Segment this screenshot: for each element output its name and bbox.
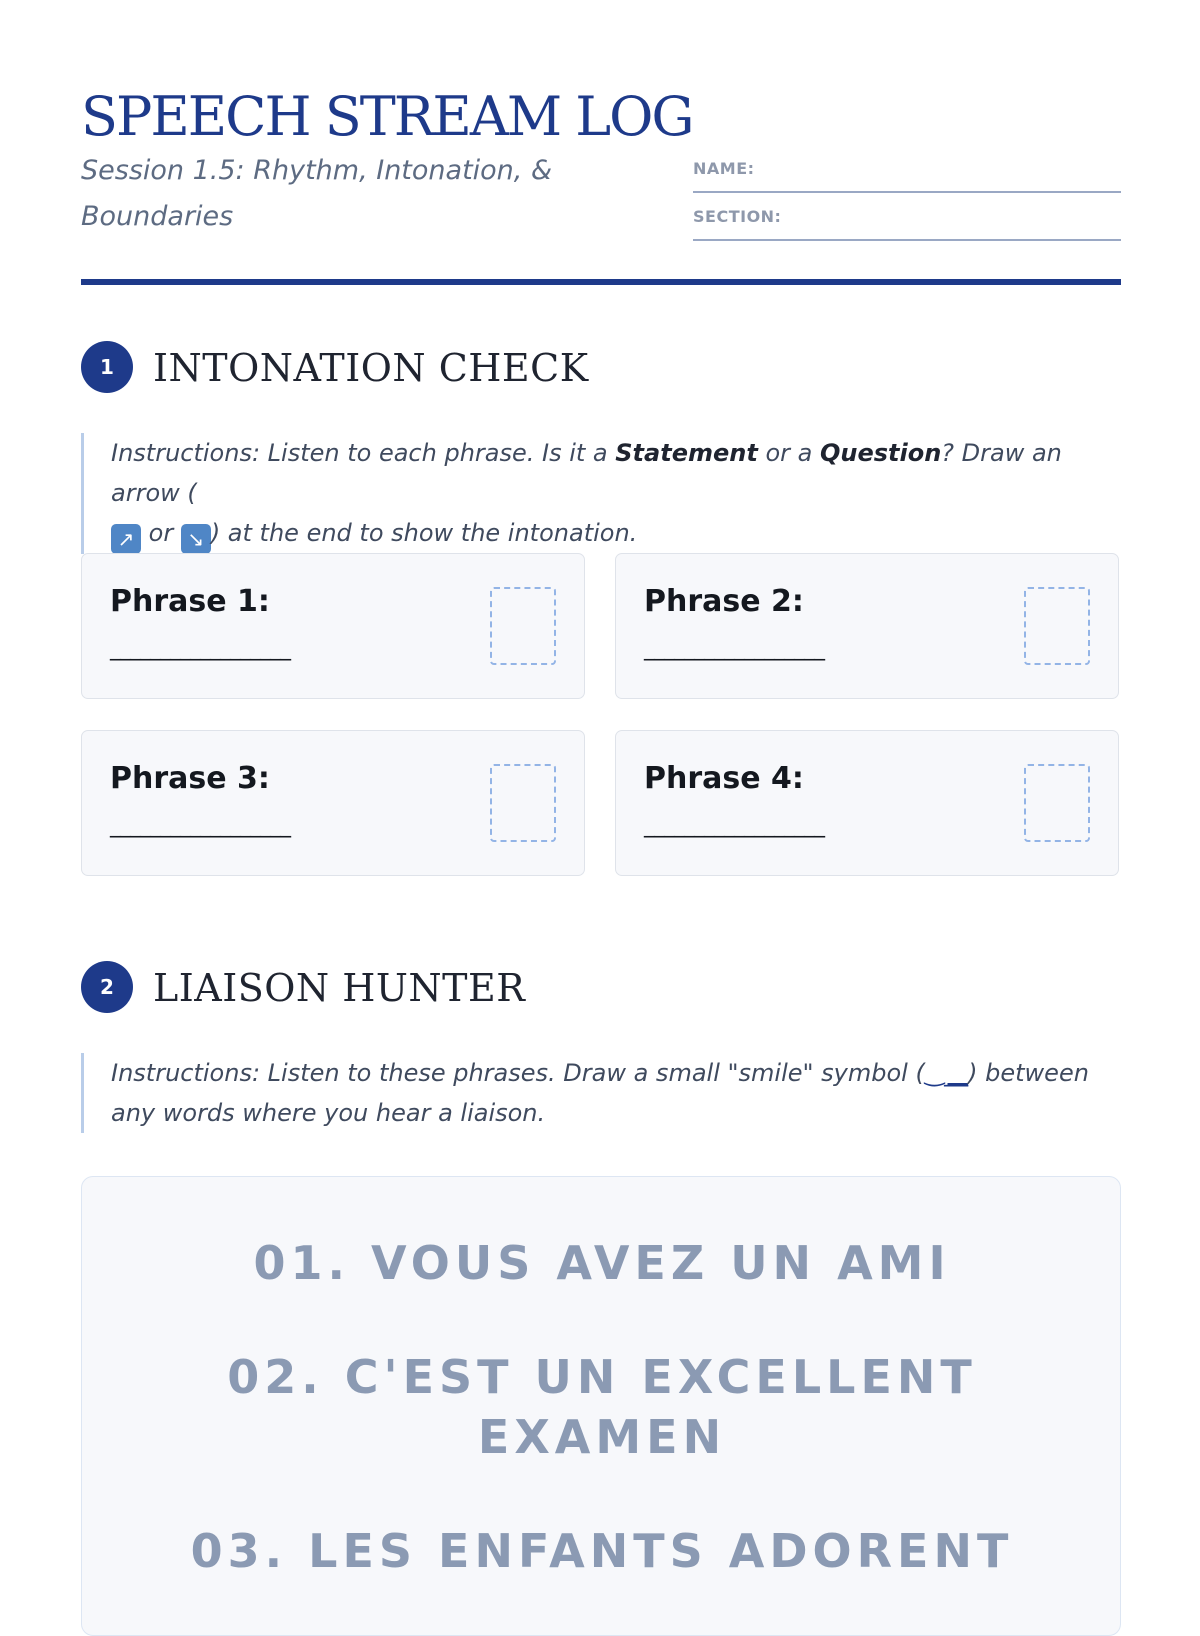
instructions-text: or a: [757, 439, 820, 467]
section-1-number-badge: 1: [81, 341, 133, 393]
instructions-text: Instructions: Listen to these phrases. Draw a small "smile" symbol (: [111, 1059, 925, 1087]
question-emphasis: Question: [819, 439, 942, 467]
arrow-down-right-icon: ↘: [181, 524, 211, 554]
intonation-answer-box[interactable]: [1024, 587, 1090, 665]
liaison-phrase-box: [81, 1176, 1121, 1636]
instructions-text: ) at the end to show the intonation.: [210, 519, 638, 547]
worksheet-page: [81, 0, 1121, 1578]
name-field-label: NAME:: [693, 159, 755, 178]
page-title: SPEECH STREAM LOG: [81, 85, 693, 148]
instructions-text: ? Draw an arrow (: [111, 439, 1062, 507]
header: [81, 0, 1121, 290]
phrase-blank-line: __________________: [644, 636, 824, 661]
arrow-up-right-icon: ↗: [111, 524, 141, 554]
intonation-answer-box[interactable]: [1024, 764, 1090, 842]
instructions-text: Instructions: Listen to each phrase. Is it a: [111, 439, 616, 467]
page-subtitle: Session 1.5: Rhythm, Intonation, & Boundaries: [81, 155, 553, 232]
liaison-phrase[interactable]: 01. VOUS AVEZ UN AMI: [253, 1236, 951, 1290]
section-1-title: INTONATION CHECK: [153, 346, 589, 390]
phrase-label: Phrase 2:: [644, 584, 804, 619]
section-1-instructions: [81, 433, 1121, 554]
phrase-card: [81, 730, 585, 876]
phrase-card: [81, 553, 585, 699]
phrase-card: [615, 553, 1119, 699]
phrase-card: [615, 730, 1119, 876]
section-2-header: [81, 960, 1121, 1016]
student-fields: [693, 155, 1121, 251]
liaison-phrase[interactable]: 02. C'EST UN EXCELLENT EXAMEN: [227, 1350, 977, 1464]
section-2-title: LIAISON HUNTER: [153, 966, 526, 1010]
instructions-text: ) between any words where you hear a liaison.: [111, 1059, 1089, 1127]
section-2-number-badge: 2: [81, 961, 133, 1013]
phrase-blank-line: __________________: [644, 813, 824, 838]
smile-symbol-icon: ‿__: [924, 1059, 969, 1087]
phrase-label: Phrase 1:: [110, 584, 270, 619]
section-1-header: [81, 340, 1121, 396]
phrase-blank-line: __________________: [110, 813, 290, 838]
liaison-phrase[interactable]: 03. LES ENFANTS ADORENT: [190, 1524, 1014, 1578]
section-2-instructions: [81, 1053, 1121, 1133]
phrase-label: Phrase 3:: [110, 761, 270, 796]
header-divider: [81, 279, 1121, 285]
section-field[interactable]: [693, 203, 1121, 241]
phrase-label: Phrase 4:: [644, 761, 804, 796]
intonation-answer-box[interactable]: [490, 587, 556, 665]
phrase-blank-line: __________________: [110, 636, 290, 661]
section-field-label: SECTION:: [693, 207, 782, 226]
statement-emphasis: Statement: [615, 439, 758, 467]
instructions-text: or: [141, 519, 181, 547]
name-field[interactable]: [693, 155, 1121, 193]
intonation-answer-box[interactable]: [490, 764, 556, 842]
